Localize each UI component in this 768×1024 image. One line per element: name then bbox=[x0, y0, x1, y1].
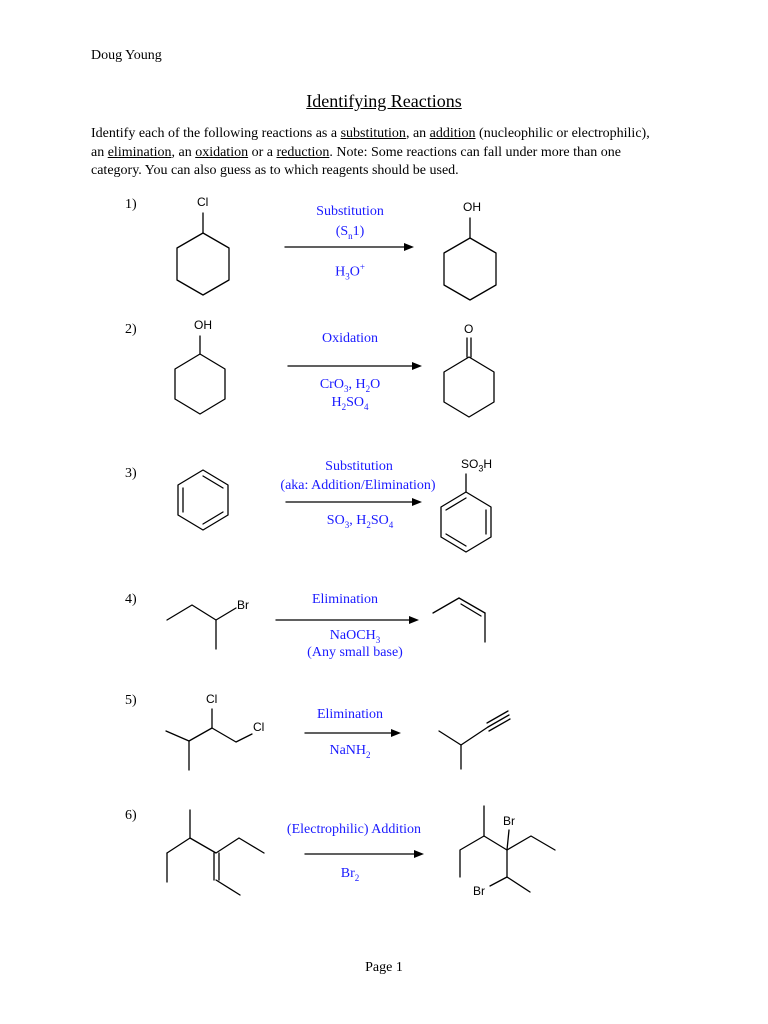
reaction-2-product-atom: O bbox=[464, 322, 474, 336]
intro-text: , an bbox=[171, 144, 196, 160]
reaction-6-product-atom-2: Br bbox=[473, 884, 485, 898]
reaction-3-note: (aka: Addition/Elimination) bbox=[280, 478, 436, 493]
reaction-2-reactant-atom: OH bbox=[194, 318, 212, 332]
reaction-1-mechanism: $(S_n1)$ bbox=[335, 224, 365, 241]
keyword-substitution: substitution bbox=[340, 126, 406, 141]
keyword-addition: addition bbox=[429, 126, 476, 141]
reaction-2-reagent-line-1: CrO$_3$, $H_2O$ bbox=[319, 377, 381, 394]
page-title: Identifying Reactions bbox=[306, 91, 462, 111]
reaction-4-reactant-atom: Br bbox=[237, 598, 249, 612]
reaction-6-type: (Electrophilic) Addition bbox=[286, 822, 422, 837]
reaction-number: 2) bbox=[125, 322, 137, 337]
reaction-3-reactant-structure bbox=[178, 470, 228, 530]
reaction-2-reactant-structure bbox=[175, 336, 225, 414]
reaction-1-reagent: $H_3O^+$ bbox=[335, 262, 365, 282]
reaction-number: 4) bbox=[125, 592, 137, 607]
reaction-5-reactant-atom-1: Cl bbox=[206, 692, 218, 706]
intro-text: (nucleophilic or electrophilic), an bbox=[91, 126, 650, 160]
intro-text: or a bbox=[248, 144, 277, 160]
reaction-5-reactant-atom-2: Cl bbox=[253, 720, 265, 734]
reaction-number: 1) bbox=[125, 197, 137, 212]
reaction-4-reagent: NaOCH$_3$ bbox=[329, 628, 381, 645]
reaction-4-product-structure bbox=[433, 598, 485, 642]
intro-text: Identify each of the following reactions as a bbox=[91, 126, 341, 141]
reaction-1-product-structure bbox=[444, 218, 496, 300]
reaction-1-product-atom: OH bbox=[463, 200, 481, 214]
reaction-number: 5) bbox=[125, 693, 137, 708]
intro-text: , an bbox=[405, 126, 430, 141]
keyword-reduction: reduction bbox=[276, 144, 330, 160]
reaction-5-reactant-structure bbox=[166, 709, 252, 770]
reaction-4-reactant-structure bbox=[167, 605, 236, 649]
reaction-1-reactant-structure bbox=[177, 213, 229, 295]
page-number: Page 1 bbox=[365, 960, 403, 975]
reaction-3-type: Substitution bbox=[325, 459, 393, 474]
reaction-5-type: Elimination bbox=[316, 707, 384, 722]
reaction-1-reactant-atom: Cl bbox=[197, 195, 209, 209]
reaction-number: 6) bbox=[125, 808, 137, 823]
reaction-4-reagent-note: (Any small base) bbox=[307, 645, 403, 660]
reaction-6-reactant-structure bbox=[167, 810, 264, 895]
reaction-6-product-atom-1: Br bbox=[503, 814, 515, 828]
reaction-2-type: Oxidation bbox=[322, 331, 378, 346]
keyword-oxidation: oxidation bbox=[195, 144, 249, 160]
reaction-4-type: Elimination bbox=[311, 592, 379, 607]
reaction-2-reagent-line-2: $H_2SO_4$ bbox=[331, 395, 369, 412]
reaction-3-product-structure bbox=[441, 474, 491, 552]
intro-text: . Note: Some reactions can fall under more than one category. You can also guess as to which reagents should be used. bbox=[91, 144, 621, 178]
reaction-3-product-group: $SO_3H$ bbox=[461, 457, 493, 474]
author-name: Doug Young bbox=[91, 48, 162, 63]
reaction-6-reagent: $Br_2$ bbox=[340, 866, 360, 883]
reaction-3-reagent: $SO_3$, $H_2SO_4$ bbox=[326, 513, 394, 530]
reaction-2-product-structure bbox=[444, 338, 494, 417]
reaction-1-type: Substitution bbox=[316, 204, 384, 219]
reaction-5-reagent: NaNH$_2$ bbox=[329, 743, 371, 760]
keyword-elimination: elimination bbox=[107, 144, 172, 160]
reaction-number: 3) bbox=[125, 466, 137, 481]
reaction-5-product-structure bbox=[439, 711, 510, 769]
